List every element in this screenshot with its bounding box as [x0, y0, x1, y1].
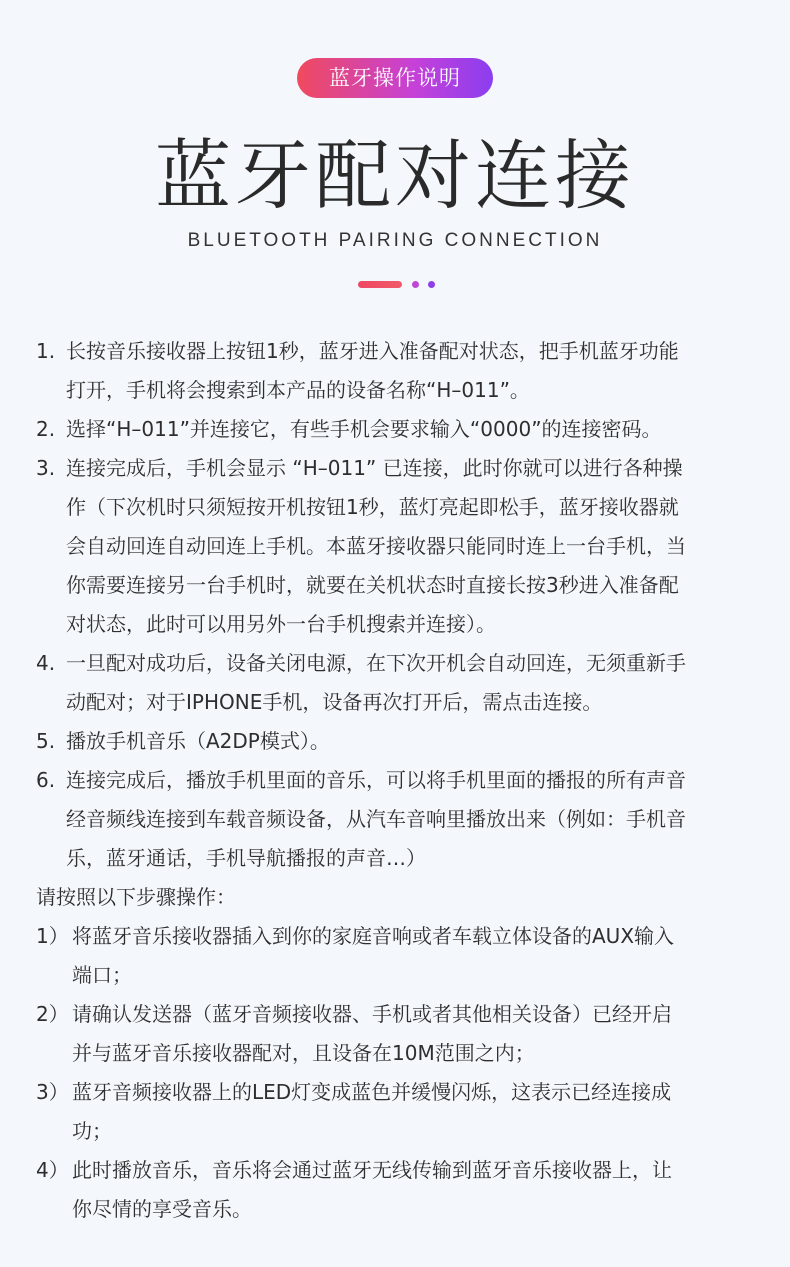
substep-item [36, 1073, 756, 1151]
divider-dot [428, 281, 435, 288]
divider-dot [412, 281, 419, 288]
decorative-divider [358, 280, 435, 288]
step-line: 你需要连接另一台手机时，就要在关机状态时直接长按3秒进入准备配 [66, 573, 679, 597]
step-line: 播放手机音乐（A2DP模式）。 [66, 729, 330, 753]
substep-line: 蓝牙音频接收器上的LED灯变成蓝色并缓慢闪烁，这表示已经连接成 [72, 1080, 672, 1104]
step-number: 1. [36, 339, 56, 363]
step-number: 5. [36, 729, 56, 753]
substep-number: 3） [36, 1080, 69, 1104]
step-number: 2. [36, 417, 56, 441]
substep-line: 功； [72, 1119, 112, 1143]
step-item [36, 722, 756, 761]
substep-item [36, 995, 756, 1073]
substep-item [36, 917, 756, 995]
step-number: 4. [36, 651, 56, 675]
step-line: 连接完成后，播放手机里面的音乐，可以将手机里面的播报的所有声音 [66, 768, 686, 792]
step-item [36, 332, 756, 410]
substep-number: 4） [36, 1158, 69, 1182]
step-line: 作（下次机时只须短按开机按钮1秒，蓝灯亮起即松手，蓝牙接收器就 [66, 495, 679, 519]
substep-number: 1） [36, 924, 69, 948]
step-item [36, 644, 756, 722]
substep-number: 2） [36, 1002, 69, 1026]
step-number: 3. [36, 456, 56, 480]
section-badge: 蓝牙操作说明 [297, 58, 493, 98]
step-line: 乐，蓝牙通话，手机导航播报的声音…） [66, 846, 426, 870]
step-line: 会自动回连自动回连上手机。本蓝牙接收器只能同时连上一台手机，当 [66, 534, 686, 558]
step-line: 长按音乐接收器上按钮1秒，蓝牙进入准备配对状态，把手机蓝牙功能 [66, 339, 679, 363]
substep-line: 并与蓝牙音乐接收器配对，且设备在10M范围之内； [72, 1041, 535, 1065]
intro-text: 请按照以下步骤操作： [36, 885, 236, 909]
substep-line: 端口； [72, 963, 132, 987]
substep-line: 你尽情的享受音乐。 [72, 1197, 252, 1221]
substep-item [36, 1151, 756, 1229]
step-line: 动配对；对于IPHONE手机，设备再次打开后，需点击连接。 [66, 690, 603, 714]
step-item [36, 449, 756, 644]
divider-bar [358, 281, 402, 288]
step-line: 打开，手机将会搜索到本产品的设备名称“H–011”。 [66, 378, 530, 402]
step-line: 连接完成后，手机会显示 “H–011” 已连接，此时你就可以进行各种操 [66, 456, 683, 480]
step-line: 选择“H–011”并连接它，有些手机会要求输入“0000”的连接密码。 [66, 417, 662, 441]
step-number: 6. [36, 768, 56, 792]
substep-line: 此时播放音乐，音乐将会通过蓝牙无线传输到蓝牙音乐接收器上，让 [72, 1158, 672, 1182]
instructions [36, 332, 756, 1229]
step-line: 一旦配对成功后，设备关闭电源，在下次开机会自动回连，无须重新手 [66, 651, 686, 675]
page-title: 蓝牙配对连接 [155, 131, 635, 220]
step-line: 经音频线连接到车载音频设备，从汽车音响里播放出来（例如：手机音 [66, 807, 686, 831]
badge-wrapper [0, 58, 790, 98]
substep-line: 请确认发送器（蓝牙音频接收器、手机或者其他相关设备）已经开启 [72, 1002, 672, 1026]
step-item [36, 410, 756, 449]
page-subtitle: BLUETOOTH PAIRING CONNECTION [187, 230, 603, 251]
step-line: 对状态，此时可以用另外一台手机搜索并连接）。 [66, 612, 496, 636]
substep-line: 将蓝牙音乐接收器插入到你的家庭音响或者车载立体设备的AUX输入 [72, 924, 675, 948]
step-item [36, 761, 756, 878]
